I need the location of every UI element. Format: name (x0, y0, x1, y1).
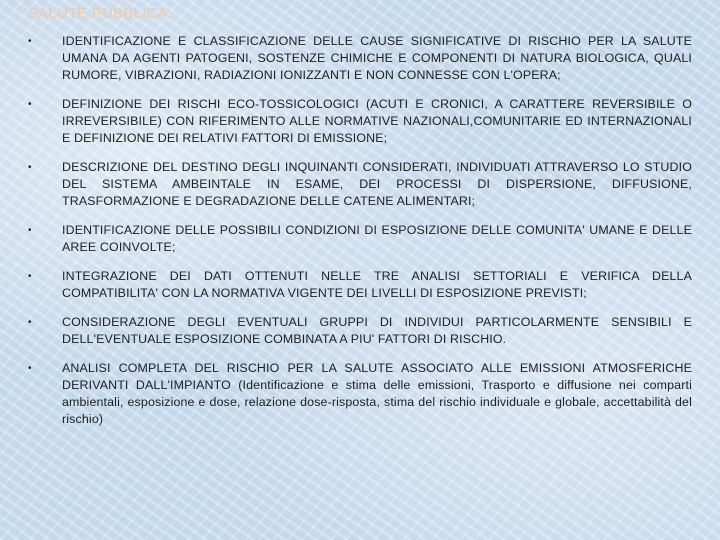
bullet-icon: • (28, 271, 32, 282)
bullet-text: ANALISI COMPLETA DEL RISCHIO PER LA SALUTE ASSOCIATO ALLE EMISSIONI ATMOSFERICHE DERIVANTI DALL'IMPIANTO (Identificazione e stima delle emissioni, Trasporto e diffusione nei comparti ambientali, esposizione e dose, relazione dose-risposta, stima del rischio individuale e globale, accettabilità del rischio) (62, 361, 692, 426)
list-item (28, 159, 692, 210)
list-item (28, 222, 692, 256)
bullet-icon: • (28, 225, 32, 236)
bullet-text: DESCRIZIONE DEL DESTINO DEGLI INQUINANTI CONSIDERATI, INDIVIDUATI ATTRAVERSO LO STUDIO DEL SISTEMA AMBEINTALE IN ESAME, DEI PROCESSI DI DISPERSIONE, DIFFUSIONE, TRASFORMAZIONE E DEGRADAZIONE DELLE CATENE ALIMENTARI; (62, 160, 692, 208)
bullet-text: IDENTIFICAZIONE DELLE POSSIBILI CONDIZIONI DI ESPOSIZIONE DELLE COMUNITA' UMANE E DELLE AREE COINVOLTE; (62, 223, 692, 254)
bullet-icon: • (28, 99, 32, 110)
bullet-text: DEFINIZIONE DEI RISCHI ECO-TOSSICOLOGICI (ACUTI E CRONICI, A CARATTERE REVERSIBILE O IRREVERSIBILE) CON RIFERIMENTO ALLE NORMATIVE NAZIONALI,COMUNITARIE ED INTERNAZIONALI E DEFINIZIONE DEI RELATIVI FATTORI DI EMISSIONE; (62, 97, 692, 145)
bullet-icon: • (28, 363, 32, 374)
bullet-text: CONSIDERAZIONE DEGLI EVENTUALI GRUPPI DI INDIVIDUI PARTICOLARMENTE SENSIBILI E DELL'EVENTUALE ESPOSIZIONE COMBINATA A PIU' FATTORI DI RISCHIO. (62, 315, 692, 346)
list-item (28, 360, 692, 428)
bullet-icon: • (28, 317, 32, 328)
bullet-text: INTEGRAZIONE DEI DATI OTTENUTI NELLE TRE ANALISI SETTORIALI E VERIFICA DELLA COMPATIBILITA' CON LA NORMATIVA VIGENTE DEI LIVELLI DI ESPOSIZIONE PREVISTI; (62, 269, 692, 300)
bullet-list (28, 33, 692, 440)
list-item (28, 33, 692, 84)
bullet-text: IDENTIFICAZIONE E CLASSIFICAZIONE DELLE CAUSE SIGNIFICATIVE DI RISCHIO PER LA SALUTE UMANA DA AGENTI PATOGENI, SOSTENZE CHIMICHE E COMPONENTI DI NATURA BIOLOGICA, QUALI RUMORE, VIBRAZIONI, RADIAZIONI IONIZZANTI E NON CONNESSE CON L'OPERA; (62, 34, 692, 82)
slide-title: SALUTE PUBBLICA: (28, 5, 173, 22)
list-item (28, 96, 692, 147)
list-item (28, 268, 692, 302)
list-item (28, 314, 692, 348)
bullet-icon: • (28, 162, 32, 173)
bullet-icon: • (28, 36, 32, 47)
